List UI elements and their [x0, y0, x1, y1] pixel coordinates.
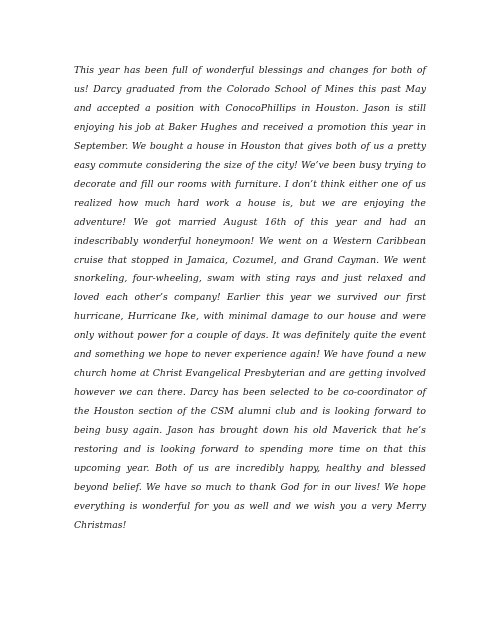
- letter-body-text: This year has been full of wonderful blessings and changes for both of us! Darcy graduated from the Colorado School of Mines this past May and accepted a position with ConocoPhillips in Houston. Jason is still enjoying his job at Baker Hughes and received a promotion this year in September. We bought a house in Houston that gives both of us a pretty easy commute considering the size of the city! We’ve been busy trying to decorate and fill our rooms with furniture. I don’t think either one of us realized how much hard work a house is, but we are enjoying the adventure! We got married August 16th of this year and had an indescribably wonderful honeymoon! We went on a Western Caribbean cruise that stopped in Jamaica, Cozumel, and Grand Cayman. We went snorkeling, four-wheeling, swam with sting rays and just relaxed and loved each other’s company! Earlier this year we survived our first hurricane, Hurricane Ike, with minimal damage to our house and were only without power for a couple of days. It was definitely quite the event and something we hope to never experience again! We have found a new church home at Christ Evangelical Presbyterian and are getting involved however we can there. Darcy has been selected to be co-coordinator of the Houston section of the CSM alumni club and is looking forward to being busy again. Jason has brought down his old Maverick that he’s restoring and is looking forward to spending more time on that this upcoming year. Both of us are incredibly happy, healthy and blessed beyond belief. We have so much to thank God for in our lives! We hope everything is wonderful for you as well and we wish you a very Merry Christmas!: [74, 65, 426, 531]
